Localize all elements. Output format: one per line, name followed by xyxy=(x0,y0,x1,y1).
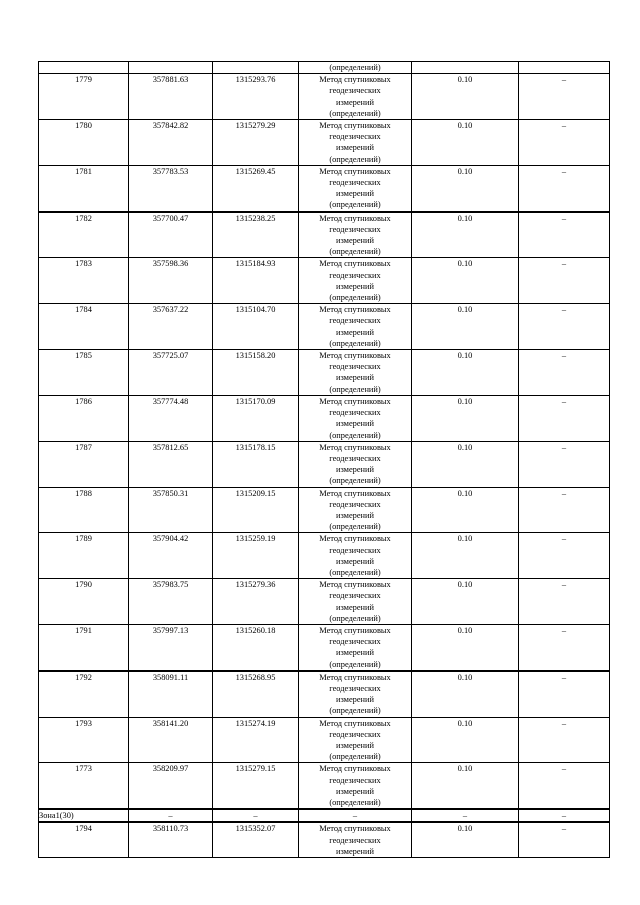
method-line: геодезических xyxy=(329,270,381,280)
method-line: (определений) xyxy=(329,613,381,623)
method-line: (определений) xyxy=(329,706,381,716)
cell-method xyxy=(299,624,412,670)
cell-accuracy: 0.10 xyxy=(412,304,519,350)
cell-y: – xyxy=(213,809,299,822)
cell-x: 357637.22 xyxy=(129,304,213,350)
cell-method xyxy=(299,395,412,441)
method-line: измерений xyxy=(335,281,375,291)
cell-x: 357700.47 xyxy=(129,212,213,258)
table-row xyxy=(39,533,610,579)
cell-x: 357983.75 xyxy=(129,579,213,625)
method-line: геодезических xyxy=(329,835,381,845)
method-line: геодезических xyxy=(329,729,381,739)
table-row xyxy=(39,717,610,763)
cell-method xyxy=(299,763,412,809)
cell-method xyxy=(299,304,412,350)
cell-y: 1315184.93 xyxy=(213,258,299,304)
method-line: (определений) xyxy=(329,752,381,762)
table-row xyxy=(39,258,610,304)
method-line: Метод спутниковых xyxy=(319,488,391,498)
table-row xyxy=(39,763,610,809)
method-line: Метод спутниковых xyxy=(319,718,391,728)
method-line: Метод спутниковых xyxy=(319,442,391,452)
method-line: измерений xyxy=(335,695,375,705)
cell-x: 357842.82 xyxy=(129,120,213,166)
cell-accuracy: 0.10 xyxy=(412,487,519,533)
cell-note: – xyxy=(519,671,610,717)
method-line: измерений xyxy=(335,556,375,566)
cell-id: 1786 xyxy=(39,395,129,441)
method-line: измерений xyxy=(335,373,375,383)
cell-method xyxy=(299,441,412,487)
cell-id: 1779 xyxy=(39,74,129,120)
method-line: измерений xyxy=(335,846,375,856)
table-row xyxy=(39,212,610,258)
method-line: Метод спутниковых xyxy=(319,764,391,774)
cell-id: 1788 xyxy=(39,487,129,533)
cell-note: – xyxy=(519,763,610,809)
cell-id: 1783 xyxy=(39,258,129,304)
cell-note: – xyxy=(519,717,610,763)
method-line: геодезических xyxy=(329,132,381,142)
method-line: (определений) xyxy=(329,476,381,486)
coordinates-table-sheet xyxy=(38,61,609,858)
cell-method xyxy=(299,717,412,763)
method-line: измерений xyxy=(335,602,375,612)
cell-method xyxy=(299,533,412,579)
cell-accuracy: 0.10 xyxy=(412,763,519,809)
zone-label: Зона1(30) xyxy=(39,809,129,822)
cell-x: 358110.73 xyxy=(129,822,213,857)
cell-y: 1315104.70 xyxy=(213,304,299,350)
cell-note: – xyxy=(519,579,610,625)
table-row xyxy=(39,74,610,120)
cell-accuracy: 0.10 xyxy=(412,579,519,625)
cell-method xyxy=(299,822,412,857)
zone-row xyxy=(39,809,610,822)
method-line: (определений) xyxy=(329,384,381,394)
cell-x: 357725.07 xyxy=(129,350,213,396)
cell-method xyxy=(299,487,412,533)
cell-method xyxy=(299,74,412,120)
cell-x: 358141.20 xyxy=(129,717,213,763)
cell-note: – xyxy=(519,120,610,166)
cell-method: – xyxy=(299,809,412,822)
cell-accuracy: 0.10 xyxy=(412,717,519,763)
method-line: Метод спутниковых xyxy=(319,672,391,682)
method-line: (определений) xyxy=(329,522,381,532)
cell-accuracy: 0.10 xyxy=(412,350,519,396)
cell-x: 357774.48 xyxy=(129,395,213,441)
table-row xyxy=(39,671,610,717)
method-line: геодезических xyxy=(329,316,381,326)
method-line: (определений) xyxy=(329,154,381,164)
cell-note: – xyxy=(519,350,610,396)
method-line: Метод спутниковых xyxy=(319,824,391,834)
cell-note xyxy=(519,62,610,74)
coordinates-table xyxy=(38,61,610,858)
cell-note: – xyxy=(519,809,610,822)
method-line: геодезических xyxy=(329,178,381,188)
cell-note: – xyxy=(519,74,610,120)
cell-x: 357783.53 xyxy=(129,165,213,211)
method-line: Метод спутниковых xyxy=(319,121,391,131)
table-row xyxy=(39,395,610,441)
method-line: (определений) xyxy=(329,200,381,210)
cell-y xyxy=(213,62,299,74)
method-line: геодезических xyxy=(329,637,381,647)
cell-note: – xyxy=(519,533,610,579)
method-line: геодезических xyxy=(329,545,381,555)
cell-note: – xyxy=(519,258,610,304)
method-line: геодезических xyxy=(329,362,381,372)
cell-id: 1787 xyxy=(39,441,129,487)
cell-note: – xyxy=(519,395,610,441)
table-row xyxy=(39,120,610,166)
cell-accuracy: 0.10 xyxy=(412,258,519,304)
cell-id xyxy=(39,62,129,74)
cell-id: 1792 xyxy=(39,671,129,717)
method-line: Метод спутниковых xyxy=(319,625,391,635)
cell-accuracy: 0.10 xyxy=(412,441,519,487)
method-line: (определений) xyxy=(329,430,381,440)
cell-y: 1315178.15 xyxy=(213,441,299,487)
method-line: измерений xyxy=(335,786,375,796)
cell-x: 357812.65 xyxy=(129,441,213,487)
method-line: Метод спутниковых xyxy=(319,305,391,315)
method-line: измерений xyxy=(335,510,375,520)
cell-accuracy: 0.10 xyxy=(412,120,519,166)
cell-note: – xyxy=(519,165,610,211)
cell-id: 1782 xyxy=(39,212,129,258)
method-line: измерений xyxy=(335,327,375,337)
cell-y: 1315279.15 xyxy=(213,763,299,809)
method-line: измерений xyxy=(335,189,375,199)
cell-y: 1315274.19 xyxy=(213,717,299,763)
cell-y: 1315260.18 xyxy=(213,624,299,670)
cell-y: 1315209.15 xyxy=(213,487,299,533)
cell-id: 1794 xyxy=(39,822,129,857)
cell-method xyxy=(299,671,412,717)
cell-accuracy: 0.10 xyxy=(412,624,519,670)
cell-method xyxy=(299,258,412,304)
method-line: Метод спутниковых xyxy=(319,351,391,361)
cell-note: – xyxy=(519,487,610,533)
method-line: (определений) xyxy=(329,108,381,118)
method-line: измерений xyxy=(335,740,375,750)
method-line: измерений xyxy=(335,648,375,658)
method-line: Метод спутниковых xyxy=(319,75,391,85)
cell-y: 1315279.36 xyxy=(213,579,299,625)
cell-accuracy: 0.10 xyxy=(412,533,519,579)
method-line: (определений) xyxy=(329,338,381,348)
cell-accuracy: 0.10 xyxy=(412,165,519,211)
cell-method xyxy=(299,579,412,625)
cell-x xyxy=(129,62,213,74)
method-line: измерений xyxy=(335,419,375,429)
cell-y: 1315170.09 xyxy=(213,395,299,441)
method-line: геодезических xyxy=(329,591,381,601)
cell-method: (определений) xyxy=(299,62,412,74)
method-line: (определений) xyxy=(329,798,381,807)
table-row xyxy=(39,624,610,670)
cell-x: 357850.31 xyxy=(129,487,213,533)
cell-y: 1315238.25 xyxy=(213,212,299,258)
method-line: геодезических xyxy=(329,86,381,96)
cell-y: 1315158.20 xyxy=(213,350,299,396)
cell-x: 358209.97 xyxy=(129,763,213,809)
cell-y: 1315269.45 xyxy=(213,165,299,211)
method-line: Метод спутниковых xyxy=(319,166,391,176)
cell-id: 1780 xyxy=(39,120,129,166)
method-line: измерений xyxy=(335,465,375,475)
cell-id: 1773 xyxy=(39,763,129,809)
cell-note: – xyxy=(519,304,610,350)
cell-note: – xyxy=(519,624,610,670)
method-line: геодезических xyxy=(329,683,381,693)
method-line: геодезических xyxy=(329,408,381,418)
table-row xyxy=(39,441,610,487)
cell-y: 1315268.95 xyxy=(213,671,299,717)
method-line: (определений) xyxy=(329,659,381,669)
method-line: измерений xyxy=(335,97,375,107)
method-line: Метод спутниковых xyxy=(319,580,391,590)
method-line: (определений) xyxy=(329,567,381,577)
method-line: геодезических xyxy=(329,499,381,509)
cell-id: 1790 xyxy=(39,579,129,625)
method-line: измерений xyxy=(335,236,375,246)
cell-note: – xyxy=(519,212,610,258)
table-row xyxy=(39,350,610,396)
cell-accuracy xyxy=(412,62,519,74)
cell-method xyxy=(299,120,412,166)
cell-accuracy: 0.10 xyxy=(412,822,519,857)
cell-id: 1781 xyxy=(39,165,129,211)
table-row xyxy=(39,304,610,350)
cell-x: 357598.36 xyxy=(129,258,213,304)
continued-header-row xyxy=(39,62,610,74)
method-line: (определений) xyxy=(329,247,381,257)
cell-note: – xyxy=(519,822,610,857)
cell-id: 1793 xyxy=(39,717,129,763)
table-body xyxy=(39,62,610,858)
cell-method xyxy=(299,212,412,258)
cell-id: 1785 xyxy=(39,350,129,396)
cell-accuracy: – xyxy=(412,809,519,822)
cell-x: – xyxy=(129,809,213,822)
method-line: Метод спутниковых xyxy=(319,213,391,223)
table-row xyxy=(39,165,610,211)
method-line: геодезических xyxy=(329,224,381,234)
cell-id: 1791 xyxy=(39,624,129,670)
cell-method xyxy=(299,350,412,396)
cell-x: 357997.13 xyxy=(129,624,213,670)
method-line: геодезических xyxy=(329,453,381,463)
cell-y: 1315352.07 xyxy=(213,822,299,857)
table-row xyxy=(39,487,610,533)
cell-x: 357881.63 xyxy=(129,74,213,120)
cell-note: – xyxy=(519,441,610,487)
cell-id: 1784 xyxy=(39,304,129,350)
cell-accuracy: 0.10 xyxy=(412,74,519,120)
cell-accuracy: 0.10 xyxy=(412,395,519,441)
cell-y: 1315259.19 xyxy=(213,533,299,579)
cell-accuracy: 0.10 xyxy=(412,212,519,258)
cell-id: 1789 xyxy=(39,533,129,579)
cell-x: 358091.11 xyxy=(129,671,213,717)
method-line: (определений) xyxy=(329,293,381,303)
cell-y: 1315279.29 xyxy=(213,120,299,166)
cell-y: 1315293.76 xyxy=(213,74,299,120)
method-line: геодезических xyxy=(329,775,381,785)
cell-x: 357904.42 xyxy=(129,533,213,579)
cell-accuracy: 0.10 xyxy=(412,671,519,717)
table-row xyxy=(39,822,610,857)
method-line: Метод спутниковых xyxy=(319,396,391,406)
method-line: Метод спутниковых xyxy=(319,259,391,269)
cell-method xyxy=(299,165,412,211)
table-row xyxy=(39,579,610,625)
method-line: Метод спутниковых xyxy=(319,534,391,544)
method-line: измерений xyxy=(335,143,375,153)
